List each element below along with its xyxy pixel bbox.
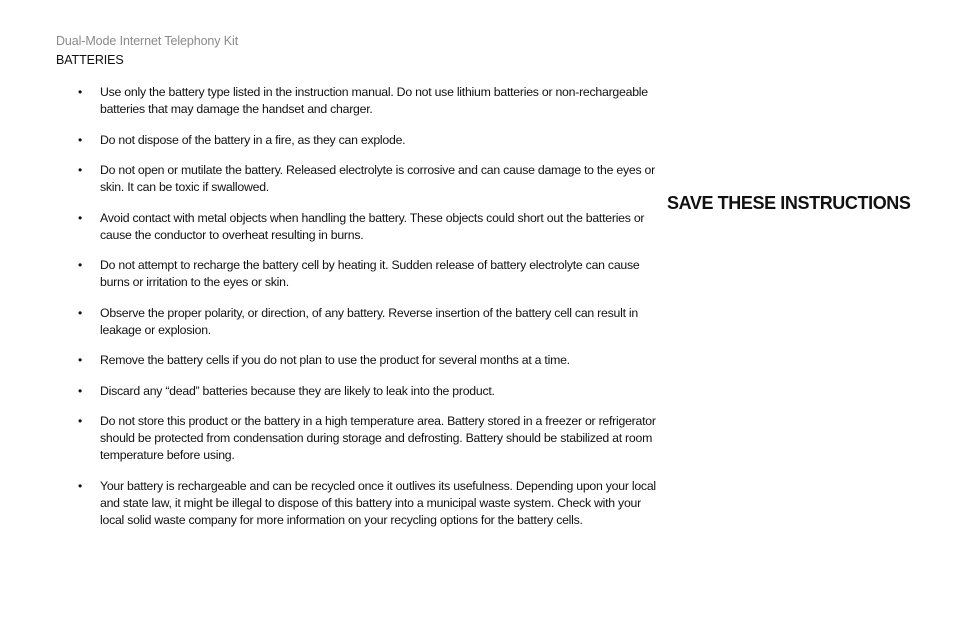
list-item-text: Observe the proper polarity, or direction, of any battery. Reverse insertion of the battery cell can result in leakage or explosion. — [100, 305, 638, 337]
list-item — [78, 305, 662, 339]
list-item-text: Do not dispose of the battery in a fire, as they can explode. — [100, 132, 406, 147]
list-item-text: Do not open or mutilate the battery. Released electrolyte is corrosive and can cause damage to the eyes or skin. It can be toxic if swallowed. — [100, 163, 655, 194]
list-item-text: Remove the battery cells if you do not plan to use the product for several months at a time. — [100, 353, 570, 367]
save-instructions-heading: SAVE THESE INSTRUCTIONS — [667, 193, 911, 213]
bullet-icon: • — [78, 414, 82, 428]
list-item — [78, 132, 662, 149]
list-item-text: Your battery is rechargeable and can be recycled once it outlives its usefulness. Depending upon your local and state law, it might be illegal to dispose of this battery into a municipal waste system. Check with your local solid waste company for more information on your recycling options for the battery cells. — [100, 478, 656, 527]
list-item-text: Do not store this product or the battery in a high temperature area. Battery stored in a freezer or refrigerator should be protected from condensation during storage and defrosting. Battery should be stabilized at room temperature before using. — [100, 414, 656, 462]
list-item — [78, 84, 662, 118]
list-item-text: Discard any “dead” batteries because they are likely to leak into the product. — [100, 383, 495, 398]
running-title: Dual-Mode Internet Telephony Kit — [56, 34, 239, 48]
list-item — [78, 210, 662, 244]
bullet-icon: • — [78, 478, 82, 493]
list-item-text: Use only the battery type listed in the instruction manual. Do not use lithium batteries or non-rechargeable batteries that may damage the handset and charger. — [100, 85, 648, 116]
list-item-text: Avoid contact with metal objects when handling the battery. These objects could short out the batteries or cause the conductor to overheat resulting in burns. — [100, 210, 645, 242]
list-item — [78, 383, 662, 400]
list-item — [78, 162, 662, 196]
list-item — [78, 257, 662, 291]
bullet-icon: • — [78, 353, 82, 367]
list-item-text: Do not attempt to recharge the battery cell by heating it. Sudden release of battery electrolyte can cause burns or irritation to the eyes or skin. — [100, 258, 640, 289]
list-item — [78, 352, 662, 369]
bullet-icon: • — [78, 258, 82, 272]
battery-safety-list — [78, 84, 662, 542]
bullet-icon: • — [78, 305, 82, 320]
bullet-icon: • — [78, 383, 82, 398]
section-title: BATTERIES — [56, 53, 124, 67]
list-item — [78, 413, 662, 464]
bullet-icon: • — [78, 132, 82, 147]
bullet-icon: • — [78, 210, 82, 225]
bullet-icon: • — [78, 85, 82, 99]
bullet-icon: • — [78, 163, 82, 177]
list-item — [78, 478, 662, 529]
